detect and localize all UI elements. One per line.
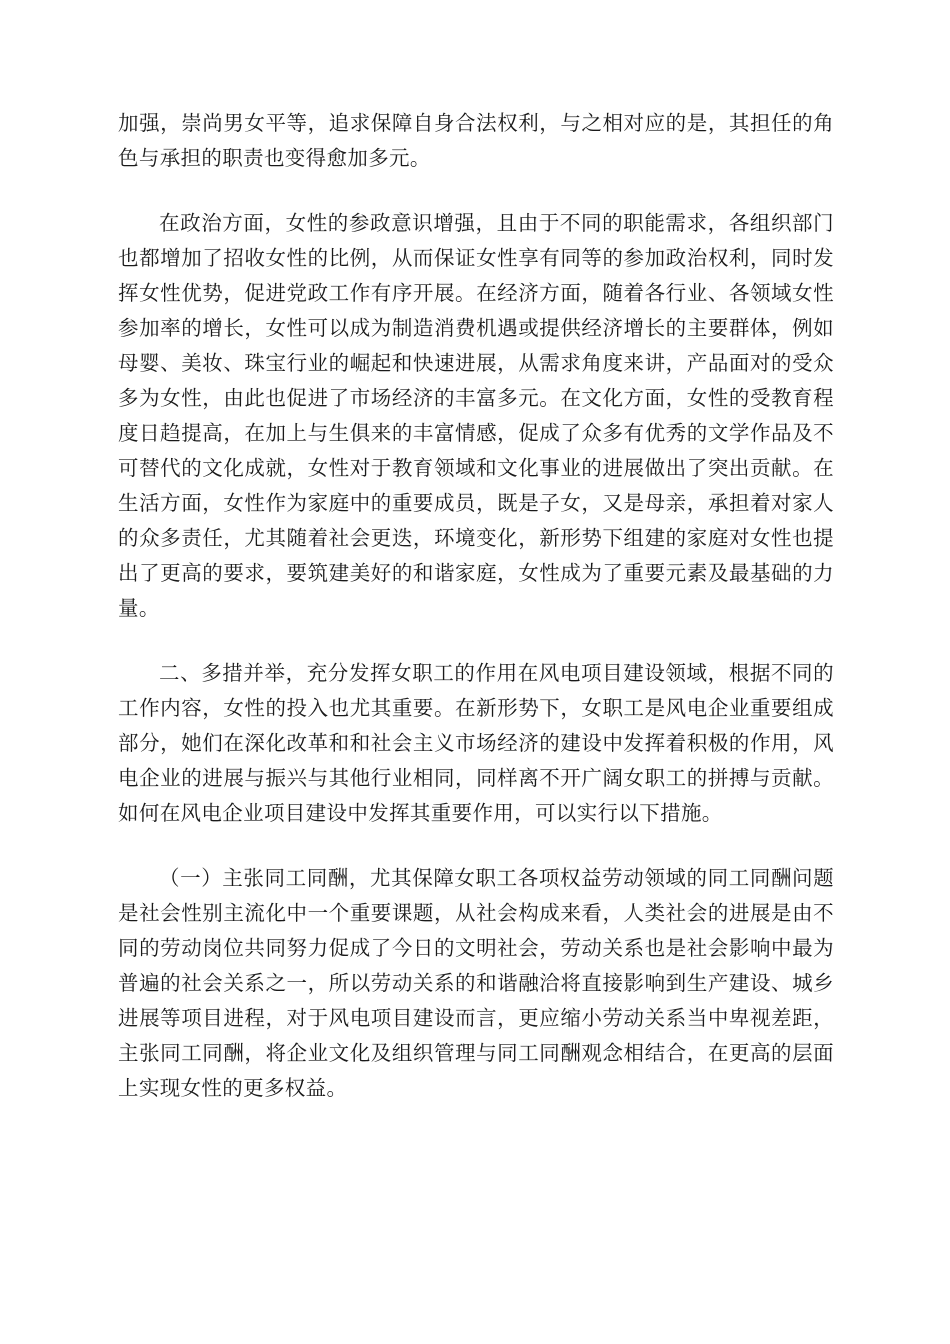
paragraph-women-roles: 在政治方面，女性的参政意识增强，且由于不同的职能需求，各组织部门也都增加了招收女性的比例，从而保证女性享有同等的参加政治权利，同时发挥女性优势，促进党政工作有序开展。在经济方面，随着各行业、各领域女性参加率的增长，女性可以成为制造消费机遇或提供经济增长的主要群体，例如母婴、美妆、珠宝行业的崛起和快速进展，从需求角度来讲，产品面对的受众多为女性，由此也促进了市场经济的丰富多元。在文化方面，女性的受教育程度日趋提高，在加上与生俱来的丰富情感，促成了众多有优秀的文学作品及不可替代的文化成就，女性对于教育领域和文化事业的进展做出了突出贡献。在生活方面，女性作为家庭中的重要成员，既是子女，又是母亲，承担着对家人的众多责任，尤其随着社会更迭，环境变化，新形势下组建的家庭对女性也提出了更高的要求，要筑建美好的和谐家庭，女性成为了重要元素及最基础的力量。 bbox=[118, 211, 834, 620]
paragraph-continuation: 加强，崇尚男女平等，追求保障自身合法权利，与之相对应的是，其担任的角色与承担的职责也变得愈加多元。 bbox=[118, 111, 834, 170]
document-body bbox=[118, 106, 834, 1106]
paragraph-section-two: 二、多措并举，充分发挥女职工的作用在风电项目建设领域，根据不同的工作内容，女性的投入也尤其重要。在新形势下，女职工是风电企业重要组成部分，她们在深化改革和和社会主义市场经济的建设中发挥着积极的作用，风电企业的进展与振兴与其他行业相同，同样离不开广阔女职工的拼搏与贡献。如何在风电企业项目建设中发挥其重要作用，可以实行以下措施。 bbox=[118, 661, 834, 825]
paragraph-equal-pay: （一）主张同工同酬，尤其保障女职工各项权益劳动领域的同工同酬问题是社会性别主流化中一个重要课题，从社会构成来看，人类社会的进展是由不同的劳动岗位共同努力促成了今日的文明社会，劳动关系也是社会影响中最为普遍的社会关系之一，所以劳动关系的和谐融洽将直接影响到生产建设、城乡进展等项目进程，对于风电项目建设而言，更应缩小劳动关系当中卑视差距，主张同工同酬，将企业文化及组织管理与同工同酬观念相结合，在更高的层面上实现女性的更多权益。 bbox=[118, 866, 834, 1100]
